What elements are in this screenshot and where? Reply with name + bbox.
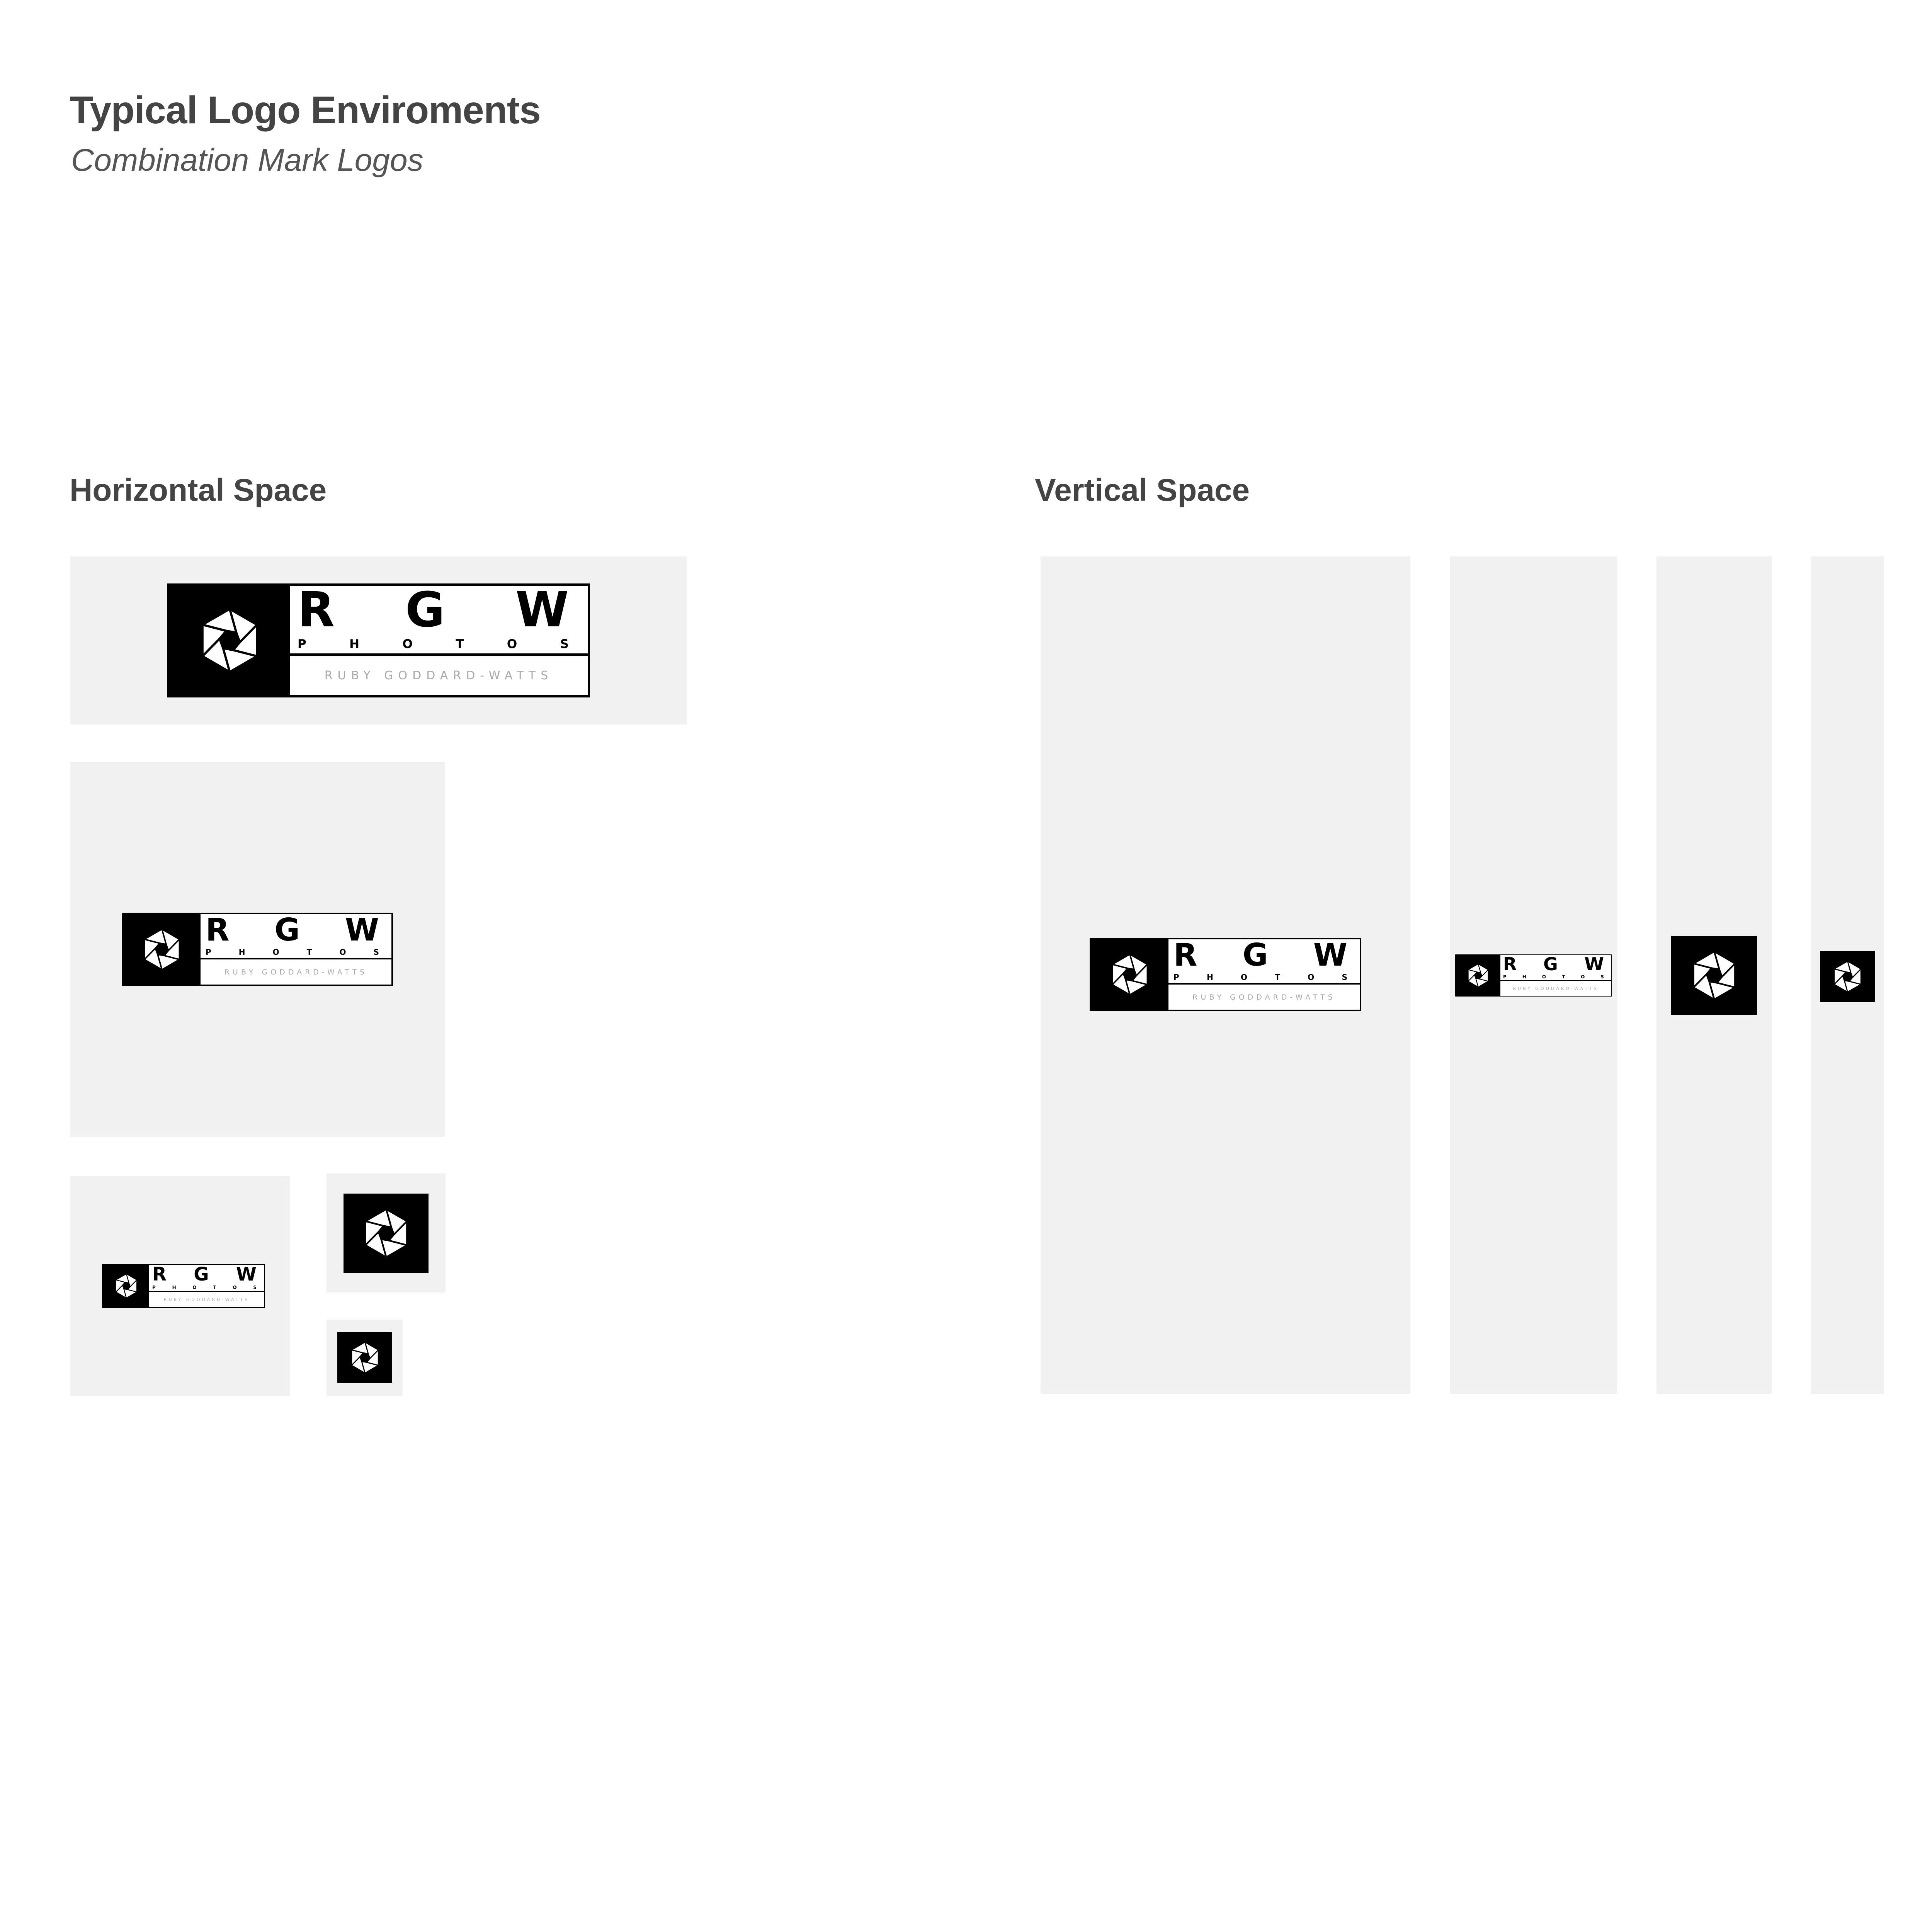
aperture-icon	[1466, 963, 1491, 988]
logo-initials	[1503, 955, 1604, 973]
combination-logo	[1455, 954, 1612, 997]
logo-photos-letter: T	[1275, 973, 1280, 982]
logo-photos	[206, 948, 379, 956]
combination-logo	[122, 913, 393, 986]
logo-wordmark	[149, 1265, 264, 1307]
logo-initial: G	[1242, 937, 1268, 973]
aperture-icon	[348, 1341, 382, 1374]
aperture-icon	[360, 1207, 412, 1259]
logo-mark	[123, 914, 201, 985]
logo-initial: R	[298, 582, 335, 638]
logo-photos-letter: O	[233, 1285, 237, 1290]
logo-photos-letter: O	[1308, 973, 1315, 982]
logo-photos-letter: O	[1542, 974, 1546, 980]
logo-initials	[206, 912, 379, 948]
logo-photos-letter: O	[402, 637, 413, 651]
logo-photos	[1503, 975, 1604, 979]
logo-initial: R	[1503, 954, 1517, 975]
logo-photos-letter: P	[1173, 973, 1179, 982]
horizontal-tiny-mark-panel	[327, 1320, 403, 1396]
aperture-icon	[1831, 960, 1864, 993]
logo-initial: W	[1584, 954, 1604, 975]
aperture-mark-logo	[344, 1194, 429, 1273]
logo-photos-letter: T	[456, 637, 464, 651]
logo-photos-letter: H	[349, 637, 360, 651]
logo-photos-letter: O	[192, 1285, 197, 1290]
vertical-medium-panel	[1450, 556, 1617, 1394]
logo-mark	[1091, 939, 1168, 1010]
page-title: Typical Logo Enviroments	[70, 88, 541, 132]
logo-mark	[103, 1265, 149, 1307]
logo-photos-letter: P	[1503, 974, 1507, 980]
logo-photos-letter: S	[1342, 973, 1347, 982]
aperture-icon	[196, 606, 264, 675]
logo-photos-letter: O	[272, 947, 279, 957]
logo-photos-letter: H	[1206, 973, 1213, 982]
logo-photos-letter: T	[306, 947, 312, 957]
logo-initial: W	[515, 582, 569, 638]
aperture-icon	[140, 927, 184, 971]
logo-photos-letter: H	[172, 1285, 176, 1290]
logo-photos-letter: O	[1581, 974, 1585, 980]
vertical-space-heading: Vertical Space	[1035, 473, 1250, 508]
logo-wordmark	[1500, 955, 1611, 996]
logo-photos-letter: O	[1241, 973, 1248, 982]
logo-initial: W	[236, 1264, 257, 1285]
logo-initial: G	[405, 582, 445, 638]
aperture-mark-logo	[1671, 936, 1757, 1015]
logo-photos	[298, 638, 569, 650]
logo-initials	[152, 1265, 257, 1284]
horizontal-small-panel	[70, 1176, 290, 1396]
logo-photos-letter: T	[213, 1285, 216, 1290]
horizontal-space-heading: Horizontal Space	[70, 473, 327, 508]
logo-mark	[1456, 955, 1500, 996]
logo-photos-letter: T	[1561, 974, 1565, 980]
logo-mark	[169, 586, 290, 695]
logo-wordmark	[201, 914, 391, 985]
horizontal-mark-panel	[327, 1173, 446, 1293]
logo-photos-letter: S	[1600, 974, 1604, 980]
logo-photos-letter: P	[152, 1285, 156, 1290]
logo-photos-letter: S	[560, 637, 569, 651]
aperture-icon	[113, 1273, 139, 1299]
vertical-narrow-panel	[1656, 556, 1772, 1394]
logo-wordmark	[290, 582, 588, 695]
logo-owner-name: RUBY GODDARD-WATTS	[163, 1297, 250, 1302]
logo-initial: G	[1543, 954, 1558, 975]
logo-initial: R	[1173, 937, 1197, 973]
logo-photos-letter: P	[298, 637, 306, 651]
logo-photos-letter: S	[373, 947, 379, 957]
aperture-mark-logo	[1820, 951, 1875, 1002]
logo-photos-letter: O	[339, 947, 346, 957]
logo-photos-letter: S	[253, 1285, 257, 1290]
logo-owner-name: RUBY GODDARD-WATTS	[224, 968, 368, 976]
logo-photos-letter: H	[1522, 974, 1526, 980]
combination-logo	[167, 583, 590, 697]
combination-logo	[1090, 938, 1361, 1011]
logo-initial: W	[1313, 937, 1347, 973]
logo-initial: G	[274, 912, 300, 948]
logo-initial: R	[152, 1264, 167, 1285]
logo-initials	[298, 582, 569, 638]
combination-logo	[102, 1264, 265, 1308]
aperture-icon	[1108, 952, 1152, 997]
logo-photos	[1173, 973, 1347, 981]
logo-initial: W	[345, 912, 379, 948]
logo-photos-letter: H	[238, 947, 245, 957]
logo-initial: R	[206, 912, 230, 948]
logo-photos	[152, 1285, 257, 1290]
logo-photos-letter: P	[206, 947, 211, 957]
logo-owner-name: RUBY GODDARD-WATTS	[324, 668, 553, 682]
logo-initial: G	[194, 1264, 209, 1285]
vertical-wide-panel	[1041, 556, 1410, 1394]
page-subtitle: Combination Mark Logos	[71, 143, 423, 178]
horizontal-wide-panel	[70, 556, 687, 724]
vertical-slim-panel	[1811, 556, 1884, 1394]
logo-photos-letter: O	[507, 637, 517, 651]
logo-initials	[1173, 937, 1347, 973]
aperture-mark-logo	[337, 1332, 392, 1383]
horizontal-square-panel	[70, 762, 445, 1137]
logo-owner-name: RUBY GODDARD-WATTS	[1513, 986, 1599, 991]
aperture-icon	[1688, 949, 1740, 1002]
logo-owner-name: RUBY GODDARD-WATTS	[1192, 993, 1336, 1002]
logo-wordmark	[1168, 939, 1360, 1010]
